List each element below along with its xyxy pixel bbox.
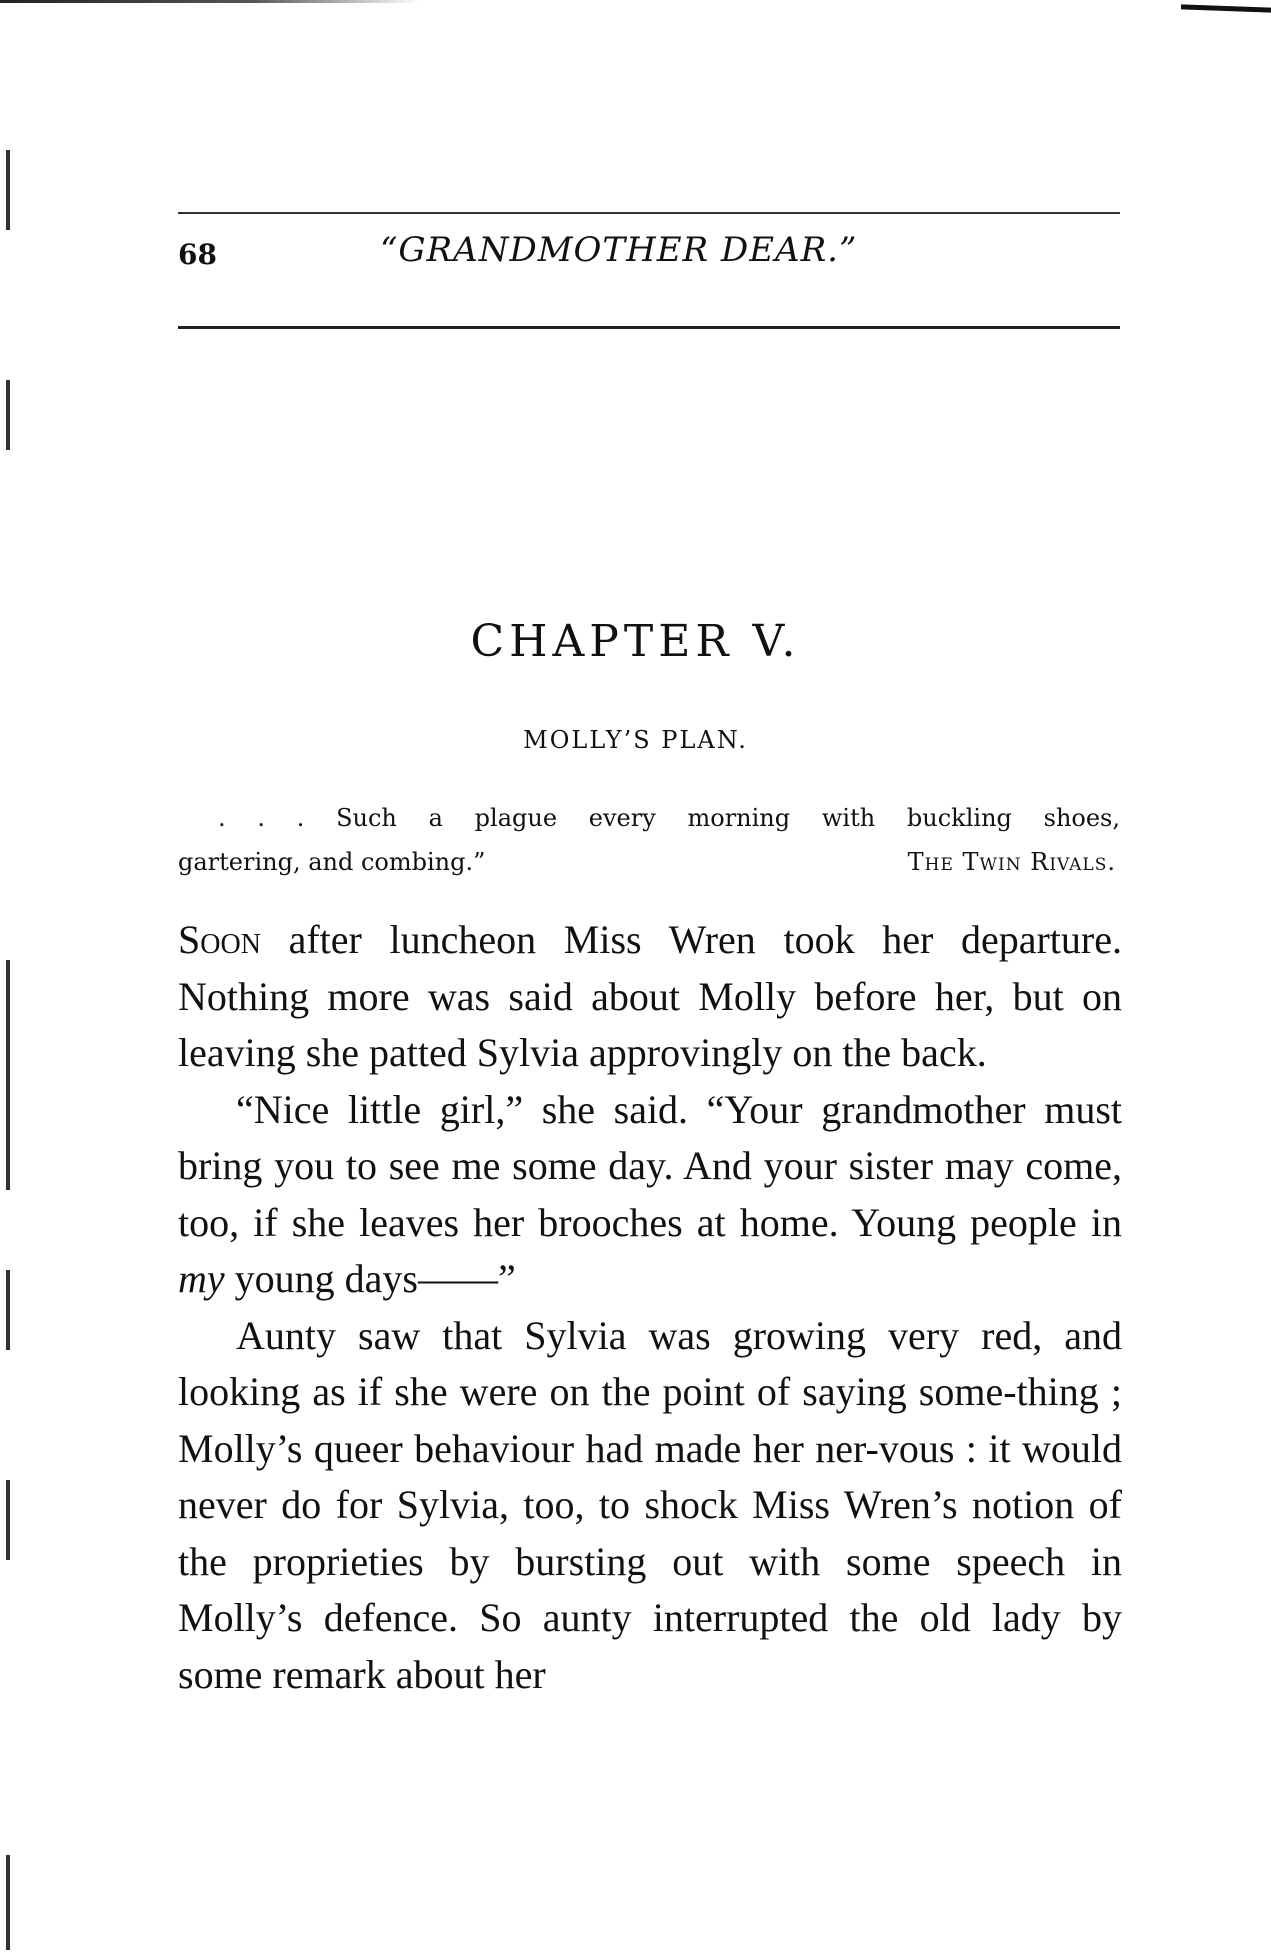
page-number: 68 [178, 238, 217, 271]
chapter-subtitle: MOLLY’S PLAN. [523, 726, 748, 754]
binding-mark [6, 150, 10, 230]
paragraph-text: “Nice little girl,” she said. “Your grandmother must bring you to see me some day. And your sister may come, too, if she leaves her brooches at home. Young people in [178, 1086, 1122, 1245]
scan-edge-top [0, 0, 420, 3]
emphasis: my [178, 1256, 225, 1301]
drop-word: Soon [178, 917, 261, 962]
binding-mark [6, 1855, 10, 1950]
body-text [178, 912, 1122, 1703]
paragraph [178, 1082, 1122, 1308]
binding-mark [6, 1480, 10, 1560]
header-rule-bottom [178, 326, 1120, 329]
paragraph [178, 912, 1122, 1082]
chapter-title: CHAPTER V. [470, 616, 801, 667]
epigraph-line: . . . Such a plague every morning with buckling shoes, [218, 804, 1120, 832]
epigraph-line: gartering, and combing.” [178, 848, 486, 876]
epigraph-source: The Twin Rivals. [907, 848, 1116, 876]
binding-mark [6, 380, 10, 450]
header-rule-top [178, 212, 1120, 214]
epigraph-last-line [178, 840, 1120, 884]
paragraph-text: after luncheon Miss Wren took her departure. Nothing more was said about Molly before her, but on leaving she patted Sylvia approvingly on the back. [178, 917, 1122, 1075]
paragraph-text: young days——” [224, 1256, 516, 1301]
paragraph: Aunty saw that Sylvia was growing very red, and looking as if she were on the point of saying some-thing ; Molly’s queer behaviour had made her ner-vous : it would never do for Sylvia, too, to shock Miss Wren’s notion of the proprieties by bursting out with some speech in Molly’s defence. So aunty interrupted the old lady by some remark about her [178, 1312, 1122, 1697]
scan-edge-top-right [1181, 4, 1271, 12]
binding-mark [6, 1270, 10, 1350]
binding-mark [6, 960, 10, 1190]
epigraph [178, 796, 1120, 884]
running-title: “GRANDMOTHER DEAR.” [380, 230, 858, 270]
